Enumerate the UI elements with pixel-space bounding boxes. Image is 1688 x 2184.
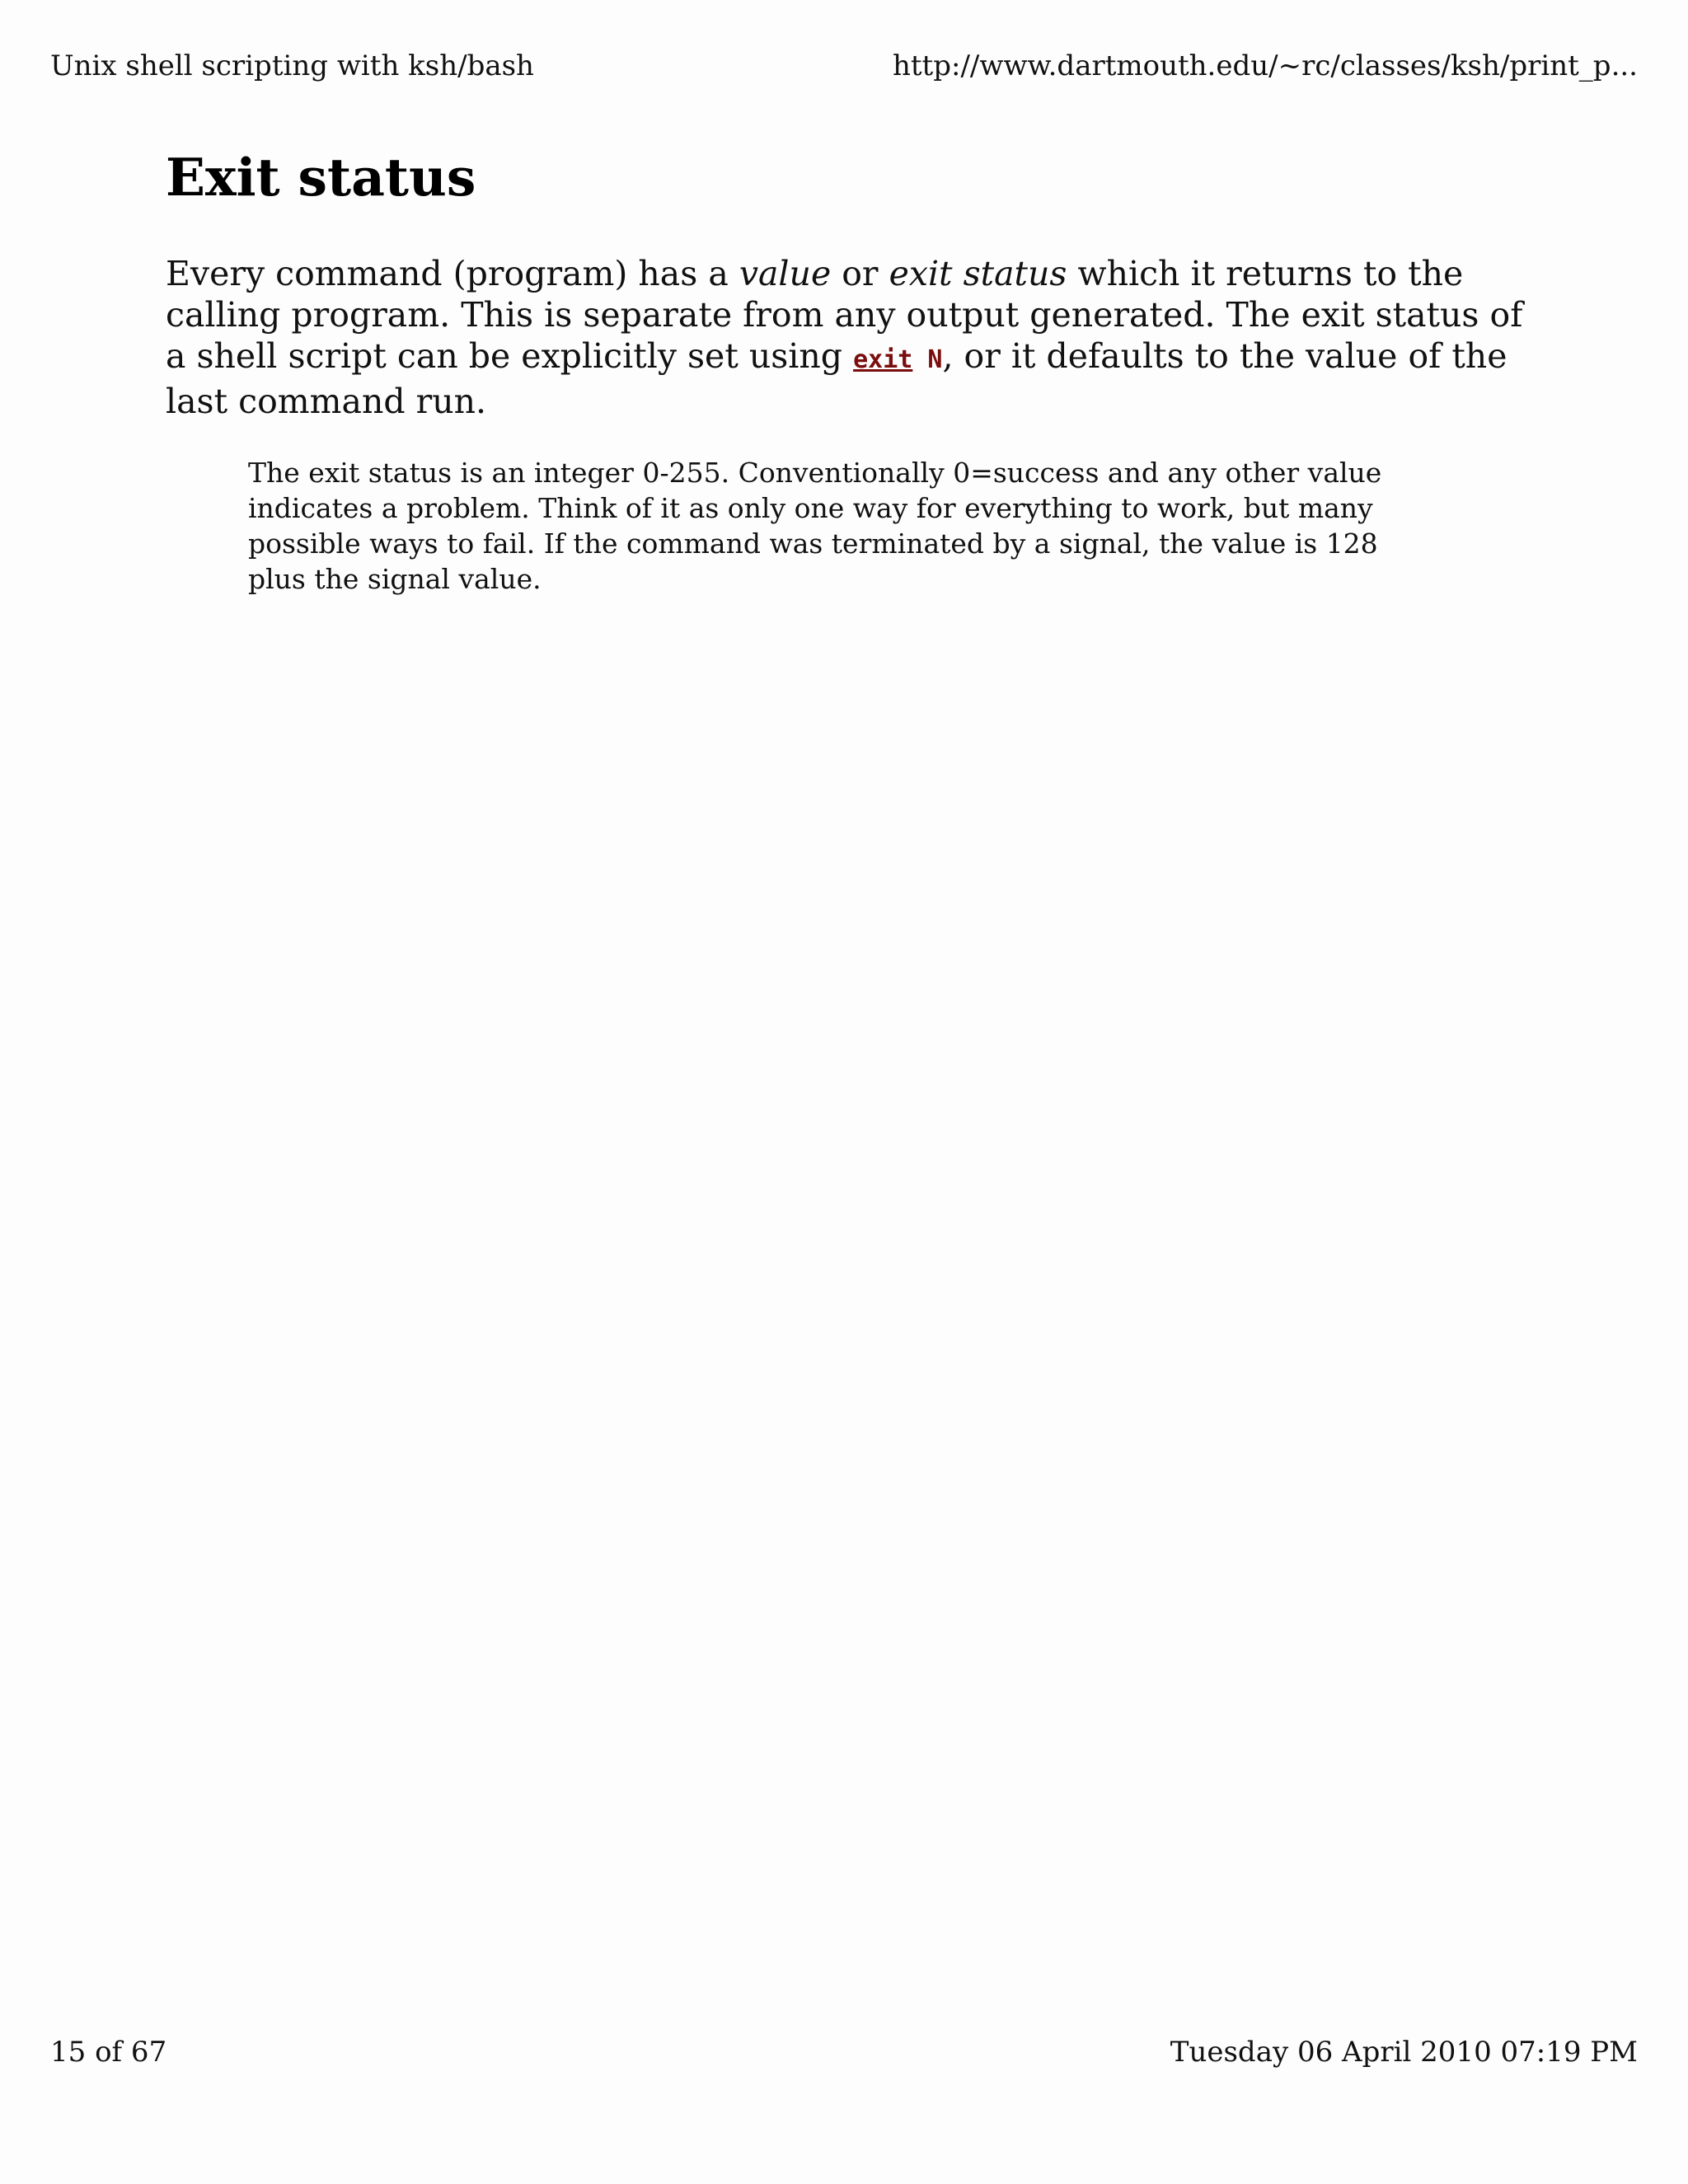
exit-status-note: The exit status is an integer 0-255. Conventionally 0=success and any other value indicates a problem. Think of it as only one way for everything to work, but many possible ways to fail. If the command was terminated by a signal, the value is 128 plus the signal value.	[248, 457, 1382, 595]
intro-text-1: Every command (program) has a	[166, 254, 739, 293]
print-header	[50, 49, 1638, 82]
intro-text-4: , or it defaults to the value of the last command run.	[166, 336, 1507, 421]
document-title: Unix shell scripting with ksh/bash	[50, 49, 534, 82]
exit-command-link[interactable]: exit	[853, 345, 913, 374]
intro-text-3: which it returns to the calling program. This is separate from any output generated. The exit status of a shell script can be explicitly set using	[166, 254, 1523, 376]
intro-text-2: or	[831, 254, 889, 293]
print-timestamp: Tuesday 06 April 2010 07:19 PM	[1170, 2036, 1638, 2069]
intro-paragraph	[166, 253, 1526, 422]
value-term: value	[738, 254, 832, 293]
page-content	[166, 144, 1526, 597]
print-footer	[50, 2036, 1638, 2069]
page-url: http://www.dartmouth.edu/~rc/classes/ksh/print_p...	[893, 49, 1638, 82]
exit-status-term: exit status	[889, 254, 1067, 293]
exit-argument: N	[912, 345, 943, 374]
page-number: 15 of 67	[50, 2036, 167, 2069]
page-title: Exit status	[166, 147, 476, 208]
